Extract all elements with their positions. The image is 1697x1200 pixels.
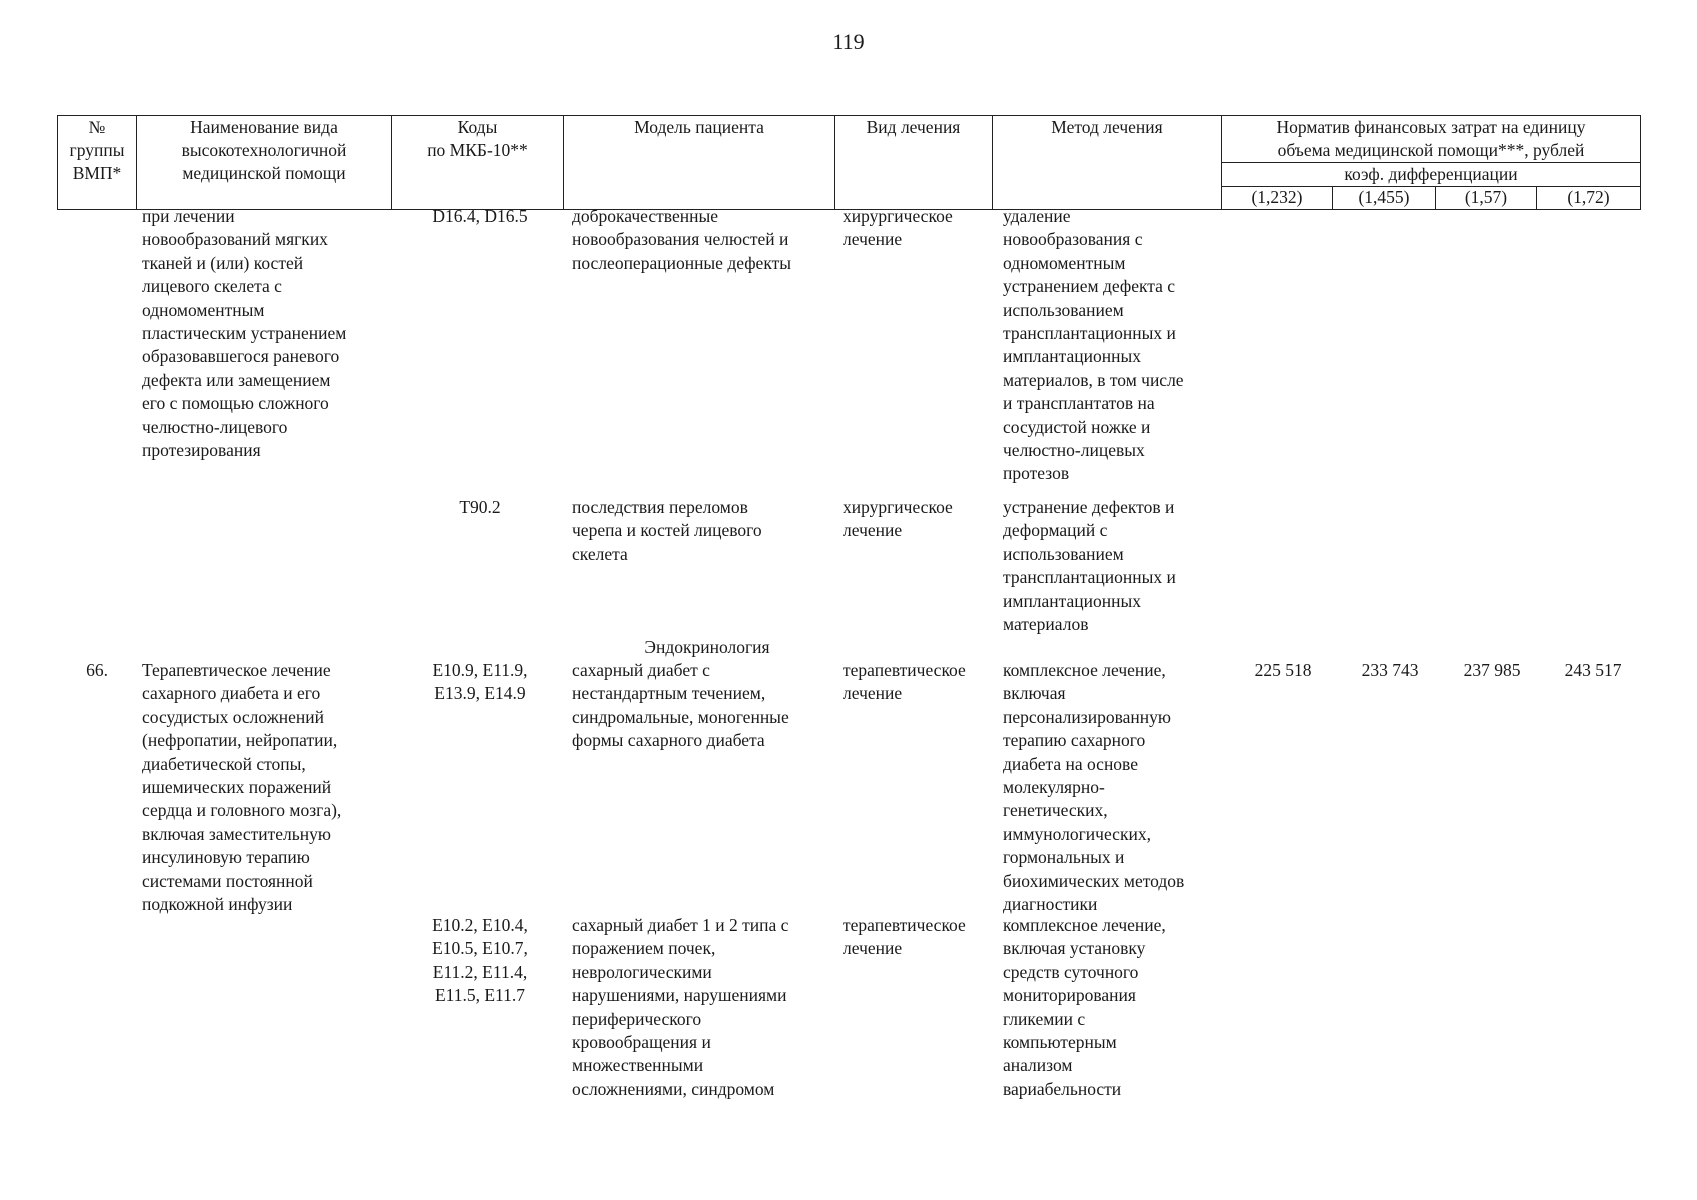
row1-codes: D16.4, D16.5: [432, 206, 528, 226]
row3-patient-model: сахарный диабет с нестандартным течением, синдромальные, моногенные формы сахарного диабета: [572, 660, 789, 751]
row2-treatment-method: устранение дефектов и деформаций с использованием трансплантационных и имплантационных материалов: [1003, 497, 1176, 635]
row3-price-1: 225 518: [1254, 660, 1312, 680]
row4-treatment-method: комплексное лечение, включая установку средств суточного мониторирования гликемии с компьютерным анализом вариабельности: [1003, 915, 1166, 1099]
header-patient-model: Модель пациента: [564, 116, 835, 210]
header-coefficient: коэф. дифференциации: [1222, 163, 1641, 187]
row3-price-4: 243 517: [1564, 660, 1622, 680]
header-financial-norm: Норматив финансовых затрат на единицу объема медицинской помощи***, рублей: [1222, 116, 1641, 163]
header-coef-4: (1,72): [1537, 187, 1641, 210]
header-group-number: № группы ВМП*: [58, 116, 137, 210]
row4-codes: E10.2, E10.4, E10.5, E10.7, E11.2, E11.4, E11.5, E11.7: [432, 915, 528, 1006]
header-coef-1: (1,232): [1222, 187, 1333, 210]
header-coef-2: (1,455): [1333, 187, 1436, 210]
header-coef-3: (1,57): [1436, 187, 1537, 210]
row4-treatment-type: терапевтическое лечение: [843, 915, 966, 959]
row3-name: Терапевтическое лечение сахарного диабета и его сосудистых осложнений (нефропатии, нейропатии, диабетической стопы, ишемических поражений сердца и головного мозга), включая заместительную инсулиновую терапию системами постоянной подкожной инфузии: [142, 660, 342, 915]
row2-treatment-type: хирургическое лечение: [843, 497, 953, 541]
row1-treatment-type: хирургическое лечение: [843, 206, 953, 250]
header-name: Наименование вида высокотехнологичной медицинской помощи: [137, 116, 392, 210]
row1-patient-model: доброкачественные новообразования челюстей и послеоперационные дефекты: [572, 206, 791, 273]
row3-group-number: 66.: [86, 660, 108, 680]
row1-treatment-method: удаление новообразования с одномоментным устранением дефекта с использованием трансплантационных и имплантационных материалов, в том числе и трансплантатов на сосудистой ножке и челюстно-лицевых протезов: [1003, 206, 1184, 484]
row3-treatment-method: комплексное лечение, включая персонализированную терапию сахарного диабета на основе молекулярно- генетических, иммунологических, гормональных и биохимических методов диагностики: [1003, 660, 1185, 915]
row3-treatment-type: терапевтическое лечение: [843, 660, 966, 704]
section-heading: Эндокринология: [644, 637, 770, 657]
header-treatment-method: Метод лечения: [993, 116, 1222, 210]
row4-patient-model: сахарный диабет 1 и 2 типа с поражением почек, неврологическими нарушениями, нарушениями периферического кровообращения и множественными осложнениями, синдромом: [572, 915, 789, 1099]
header-treatment-type: Вид лечения: [835, 116, 993, 210]
row2-patient-model: последствия переломов черепа и костей лицевого скелета: [572, 497, 762, 564]
row2-codes: T90.2: [459, 497, 501, 517]
row3-price-2: 233 743: [1361, 660, 1419, 680]
table-header: [57, 115, 1641, 210]
row1-name: при лечении новообразований мягких тканей и (или) костей лицевого скелета с одномоментным пластическим устранением образовавшегося раневого дефекта или замещением его с помощью сложного челюстно-лицевого протезирования: [142, 206, 347, 461]
row3-price-3: 237 985: [1463, 660, 1521, 680]
page-number: 119: [832, 29, 865, 54]
header-codes: Коды по МКБ-10**: [392, 116, 564, 210]
row3-codes: E10.9, E11.9, E13.9, E14.9: [432, 660, 528, 704]
